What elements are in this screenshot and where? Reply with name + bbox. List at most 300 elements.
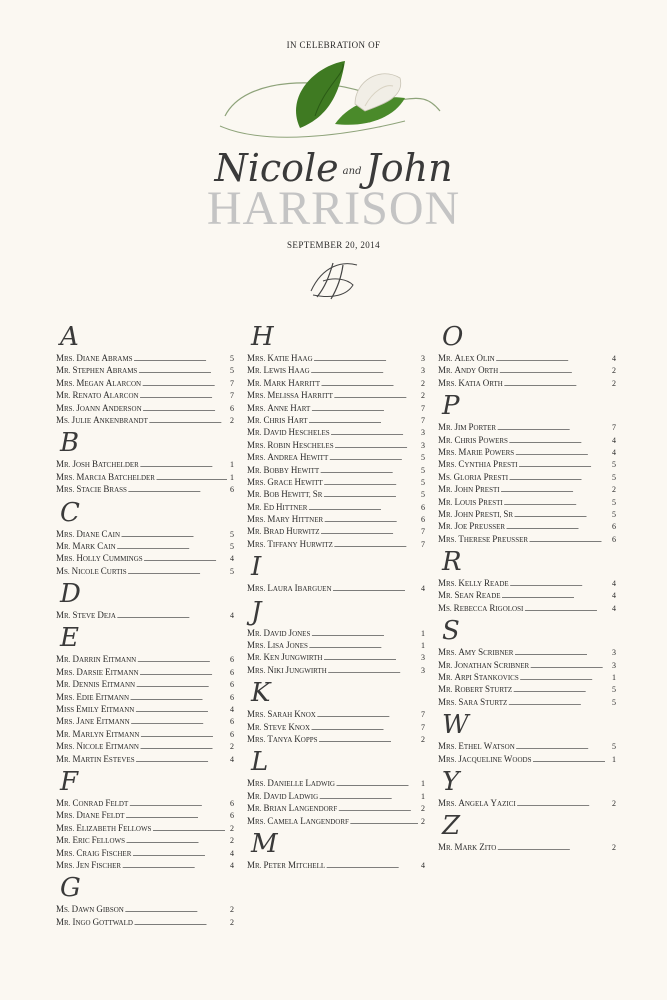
section-letter: S xyxy=(442,616,460,647)
letter-group xyxy=(247,322,425,550)
leader-dots xyxy=(509,472,609,484)
leader-dots xyxy=(132,848,227,860)
leader-dots xyxy=(143,403,227,415)
guest-name: MR. INGO GOTTWALD xyxy=(56,916,133,927)
table-number: 5 xyxy=(230,354,234,363)
guest-column-2 xyxy=(247,322,425,873)
guest-name: MRS. NICOLE EITMANN xyxy=(56,741,139,752)
guest-name: MR. JOE PREUSSER xyxy=(438,521,506,532)
leader-dots xyxy=(135,704,227,716)
guest-row xyxy=(247,402,425,414)
guest-row xyxy=(56,389,234,401)
leader-dots xyxy=(334,539,418,551)
table-number: 6 xyxy=(230,798,234,808)
guest-row xyxy=(56,834,234,846)
leader-dots xyxy=(152,823,227,835)
leader-dots xyxy=(504,497,609,509)
guest-name: MRS. HOLLY CUMMINGS xyxy=(56,553,143,564)
guest-column-1 xyxy=(56,322,234,930)
leader-dots xyxy=(524,603,609,615)
guest-column-3 xyxy=(438,322,616,856)
letter-group xyxy=(438,547,616,614)
table-number: 2 xyxy=(612,378,616,388)
table-number: 5 xyxy=(612,742,616,752)
leader-dots xyxy=(136,679,227,691)
leader-dots xyxy=(140,390,227,402)
letter-group xyxy=(247,552,425,594)
leader-dots xyxy=(311,722,418,734)
leader-dots xyxy=(517,798,609,810)
table-number: 5 xyxy=(230,366,234,376)
guest-row xyxy=(438,841,616,853)
table-number: 2 xyxy=(230,917,234,927)
guest-name: MRS. ELIZABETH FELLOWS xyxy=(56,822,152,833)
guest-name: MR. JOHN PRESTI, SR xyxy=(438,508,514,519)
section-letter: P xyxy=(442,391,460,422)
guest-name: MR. MARTIN ESTEVES xyxy=(56,753,135,764)
calla-lily-illustration xyxy=(205,56,455,156)
guest-row xyxy=(247,651,425,663)
guest-name: MRS. CRAIG FISCHER xyxy=(56,847,132,858)
second-name: John xyxy=(365,146,453,190)
table-number: 5 xyxy=(612,685,616,695)
guest-row xyxy=(56,703,234,715)
guest-name: MRS. ANGELA YAZICI xyxy=(438,797,516,808)
leader-dots xyxy=(311,365,418,377)
guest-row xyxy=(56,364,234,376)
table-number: 2 xyxy=(421,734,425,744)
guest-row xyxy=(438,364,616,376)
guest-name: MRS. JEN FISCHER xyxy=(56,859,122,870)
letter-group xyxy=(438,616,616,708)
guest-name: MRS. DANIELLE LADWIG xyxy=(247,778,335,789)
table-number: 4 xyxy=(421,860,425,870)
letter-group xyxy=(56,579,234,621)
guest-name: MRS. MARCIA BATCHELDER xyxy=(56,471,155,482)
letter-group xyxy=(56,498,234,578)
guest-row xyxy=(438,352,616,364)
leader-dots xyxy=(134,353,227,365)
leader-dots xyxy=(311,628,418,640)
leader-dots xyxy=(329,452,418,464)
guest-row xyxy=(247,476,425,488)
table-number: 3 xyxy=(612,660,616,670)
leader-dots xyxy=(513,684,609,696)
table-number: 5 xyxy=(612,472,616,482)
guest-name: MRS. KATIE HAAG xyxy=(247,353,313,363)
guest-name: MRS. ANNE HART xyxy=(247,402,311,413)
leader-dots xyxy=(121,529,227,541)
table-number: 6 xyxy=(612,522,616,532)
letter-group xyxy=(247,747,425,827)
guest-name: MRS. LISA JONES xyxy=(247,640,308,651)
table-number: 2 xyxy=(421,816,425,826)
monogram-icon xyxy=(303,255,365,303)
leader-dots xyxy=(321,526,418,538)
guest-name: MR. CONRAD FELDT xyxy=(56,797,129,808)
guest-row xyxy=(247,513,425,525)
table-number: 6 xyxy=(612,534,616,544)
guest-row xyxy=(247,802,425,814)
guest-row xyxy=(247,708,425,720)
guest-name: MR. ARPI STANKOVICS xyxy=(438,672,519,683)
leader-dots xyxy=(530,660,609,672)
leader-dots xyxy=(350,816,418,828)
leader-dots xyxy=(128,484,227,496)
leader-dots xyxy=(149,415,227,427)
section-letter: I xyxy=(251,552,262,583)
guest-row xyxy=(438,471,616,483)
letter-group xyxy=(56,767,234,871)
leader-dots xyxy=(131,716,227,728)
guest-name: MISS EMILY EITMANN xyxy=(56,704,135,715)
guest-row xyxy=(438,421,616,433)
table-number: 5 xyxy=(612,497,616,507)
letter-group xyxy=(56,322,234,426)
table-number: 7 xyxy=(421,539,425,549)
leader-dots xyxy=(138,365,227,377)
table-number: 5 xyxy=(421,465,425,475)
wedding-date: SEPTEMBER 20, 2014 xyxy=(287,240,380,250)
leader-dots xyxy=(504,378,609,390)
section-letter: K xyxy=(251,678,271,709)
table-number: 6 xyxy=(230,811,234,821)
guest-row xyxy=(247,525,425,537)
leader-dots xyxy=(134,917,227,929)
table-number: 2 xyxy=(612,843,616,853)
table-number: 2 xyxy=(612,798,616,808)
guest-name: MR. JOSH BATCHELDER xyxy=(56,459,139,470)
table-number: 6 xyxy=(230,680,234,690)
table-number: 1 xyxy=(421,641,425,651)
leader-dots xyxy=(317,709,418,721)
guest-row xyxy=(438,797,616,809)
table-number: 3 xyxy=(421,366,425,376)
guest-row xyxy=(247,464,425,476)
letter-group xyxy=(247,597,425,677)
guest-row xyxy=(56,565,234,577)
table-number: 2 xyxy=(421,391,425,401)
guest-row xyxy=(247,815,425,827)
guest-row xyxy=(56,903,234,915)
leader-dots xyxy=(140,729,227,741)
guest-row xyxy=(56,809,234,821)
table-number: 2 xyxy=(421,804,425,814)
guest-name: MR. BRAD HURWITZ xyxy=(247,526,320,537)
table-number: 6 xyxy=(230,667,234,677)
guest-row xyxy=(56,528,234,540)
guest-row xyxy=(438,696,616,708)
table-number: 4 xyxy=(612,435,616,445)
table-number: 4 xyxy=(230,754,234,764)
guest-row xyxy=(56,859,234,871)
guest-row xyxy=(247,639,425,651)
leader-dots xyxy=(323,489,418,501)
guest-row xyxy=(247,414,425,426)
guest-row xyxy=(56,352,234,364)
guest-row xyxy=(247,859,425,871)
guest-name: MRS. LAURA IBARGUEN xyxy=(247,583,332,594)
leader-dots xyxy=(497,842,609,854)
leader-dots xyxy=(117,610,227,622)
section-letter: C xyxy=(60,497,80,528)
guest-row xyxy=(56,540,234,552)
guest-row xyxy=(247,538,425,550)
guest-name: MR. LEWIS HAAG xyxy=(247,365,310,376)
guest-row xyxy=(247,664,425,676)
table-number: 7 xyxy=(230,378,234,388)
guest-row xyxy=(438,377,616,389)
guest-row xyxy=(56,653,234,665)
guest-name: MRS. TANYA KOPPS xyxy=(247,733,318,744)
guest-name: MRS. DARSIE EITMANN xyxy=(56,666,139,677)
guest-name: MR. SEAN READE xyxy=(438,590,501,601)
table-number: 7 xyxy=(421,710,425,720)
leader-dots xyxy=(529,534,609,546)
guest-row xyxy=(56,740,234,752)
guest-row xyxy=(56,691,234,703)
guest-name: MRS. MARY HITTNER xyxy=(247,514,324,525)
table-number: 5 xyxy=(230,541,234,551)
table-number: 4 xyxy=(230,611,234,621)
guest-row xyxy=(438,446,616,458)
guest-name: MR. BRIAN LANGENDORF xyxy=(247,803,338,814)
section-letter: E xyxy=(60,623,79,654)
first-name: Nicole xyxy=(214,146,339,190)
table-number: 6 xyxy=(421,502,425,512)
table-number: 6 xyxy=(230,729,234,739)
guest-name: MRS. KATIA ORTH xyxy=(438,377,503,388)
couple-surname: HARRISON xyxy=(206,182,461,235)
letter-group xyxy=(438,767,616,809)
leader-dots xyxy=(520,672,609,684)
guest-name: MRS. SARAH KNOX xyxy=(247,709,316,720)
guest-name: MRS. MELISSA HARRITT xyxy=(247,390,333,401)
guest-row xyxy=(438,533,616,545)
table-number: 1 xyxy=(421,779,425,789)
guest-name: MRS. CAMELA LANGENDORF xyxy=(247,815,349,826)
leader-dots xyxy=(338,803,418,815)
table-number: 3 xyxy=(421,653,425,663)
guest-row xyxy=(247,790,425,802)
guest-row xyxy=(438,577,616,589)
leader-dots xyxy=(514,509,609,521)
leader-dots xyxy=(508,697,609,709)
guest-name: MR. MARK HARRITT xyxy=(247,377,321,388)
leader-dots xyxy=(335,440,418,452)
section-letter: J xyxy=(251,596,262,627)
leader-dots xyxy=(509,435,609,447)
guest-name: MR. STEVE DEJA xyxy=(56,610,116,621)
letter-group xyxy=(56,428,234,495)
table-number: 2 xyxy=(230,905,234,915)
table-number: 2 xyxy=(230,415,234,425)
letter-group xyxy=(438,322,616,389)
guest-row xyxy=(438,496,616,508)
letter-group xyxy=(247,678,425,745)
guest-row xyxy=(438,458,616,470)
leader-dots xyxy=(496,353,609,365)
leader-dots xyxy=(499,365,609,377)
leader-dots xyxy=(311,403,418,415)
guest-row xyxy=(438,483,616,495)
guest-name: MR. PETER MITCHELL xyxy=(247,859,326,870)
leader-dots xyxy=(140,667,227,679)
guest-name: MR. ALEX OLIN xyxy=(438,353,495,363)
guest-row xyxy=(438,683,616,695)
table-number: 2 xyxy=(230,823,234,833)
table-number: 2 xyxy=(612,366,616,376)
guest-name: MRS. CYNTHIA PRESTI xyxy=(438,459,518,470)
letter-group xyxy=(56,873,234,928)
leader-dots xyxy=(320,465,418,477)
guest-row xyxy=(56,916,234,928)
table-number: 1 xyxy=(612,754,616,764)
guest-name: MR. CHRIS POWERS xyxy=(438,434,508,445)
guest-name: MRS. ROBIN HESCHELES xyxy=(247,439,334,450)
guest-row xyxy=(56,471,234,483)
guest-name: MR. ANDY ORTH xyxy=(438,365,499,376)
guest-row xyxy=(247,777,425,789)
table-number: 4 xyxy=(612,603,616,613)
table-number: 7 xyxy=(421,722,425,732)
guest-name: MRS. DIANE ABRAMS xyxy=(56,353,133,363)
leader-dots xyxy=(331,427,418,439)
guest-row xyxy=(247,389,425,401)
table-number: 6 xyxy=(230,717,234,727)
leader-dots xyxy=(324,514,418,526)
guest-row xyxy=(438,602,616,614)
table-number: 5 xyxy=(421,490,425,500)
guest-row xyxy=(56,666,234,678)
table-number: 3 xyxy=(421,665,425,675)
guest-name: MRS. ETHEL WATSON xyxy=(438,741,515,752)
guest-name: MRS. JOANN ANDERSON xyxy=(56,402,142,413)
table-number: 4 xyxy=(612,447,616,457)
guest-name: MR. BOB HEWITT, SR xyxy=(247,489,323,500)
table-number: 5 xyxy=(230,529,234,539)
guest-name: MR. STEVE KNOX xyxy=(247,721,311,732)
guest-row xyxy=(247,488,425,500)
guest-row xyxy=(56,458,234,470)
table-number: 3 xyxy=(612,648,616,658)
letter-group xyxy=(438,710,616,765)
guest-name: MR. ED HITTNER xyxy=(247,501,308,512)
table-number: 3 xyxy=(421,354,425,363)
guest-name: MR. MARK CAIN xyxy=(56,540,116,551)
section-letter: G xyxy=(60,873,81,904)
section-letter: Y xyxy=(442,766,460,797)
section-letter: M xyxy=(251,828,278,859)
table-number: 5 xyxy=(612,697,616,707)
celebration-heading: IN CELEBRATION OF xyxy=(286,40,381,50)
guest-name: MRS. MARIE POWERS xyxy=(438,446,515,457)
guest-name: MR. STEPHEN ABRAMS xyxy=(56,365,138,376)
guest-name: MR. DARRIN EITMANN xyxy=(56,654,137,665)
table-number: 1 xyxy=(421,791,425,801)
section-letter: Z xyxy=(442,811,461,842)
guest-name: MR. JOHN PRESTI xyxy=(438,484,500,495)
table-number: 4 xyxy=(230,848,234,858)
guest-row xyxy=(247,733,425,745)
section-letter: L xyxy=(251,747,269,778)
leader-dots xyxy=(308,502,418,514)
letter-group xyxy=(247,829,425,871)
guest-row xyxy=(56,847,234,859)
guest-row xyxy=(438,646,616,658)
table-number: 5 xyxy=(612,460,616,470)
section-letter: H xyxy=(251,322,274,352)
leader-dots xyxy=(336,778,418,790)
table-number: 1 xyxy=(612,673,616,683)
leader-dots xyxy=(326,860,418,872)
guest-name: MRS. DIANE CAIN xyxy=(56,528,121,539)
guest-row xyxy=(438,434,616,446)
table-number: 1 xyxy=(421,628,425,638)
guest-name: MR. LOUIS PRESTI xyxy=(438,496,503,507)
guest-name: MRS. TIFFANY HURWITZ xyxy=(247,538,333,549)
guest-row xyxy=(56,377,234,389)
guest-name: MS. JULIE ANKENBRANDT xyxy=(56,414,148,425)
letter-group xyxy=(438,391,616,545)
leader-dots xyxy=(319,734,418,746)
guest-row xyxy=(438,671,616,683)
leader-dots xyxy=(140,741,227,753)
table-number: 4 xyxy=(230,705,234,715)
guest-row xyxy=(56,715,234,727)
guest-row xyxy=(56,678,234,690)
guest-row xyxy=(247,439,425,451)
leader-dots xyxy=(136,754,227,766)
guest-row xyxy=(438,753,616,765)
leader-dots xyxy=(144,553,227,565)
table-number: 4 xyxy=(230,554,234,564)
guest-name: MRS. EDIE EITMANN xyxy=(56,691,129,702)
guest-name: MR. MARLYN EITMANN xyxy=(56,728,140,739)
table-number: 6 xyxy=(421,515,425,525)
table-number: 3 xyxy=(421,428,425,438)
guest-name: MRS. GRACE HEWITT xyxy=(247,476,323,487)
leader-dots xyxy=(122,860,227,872)
table-number: 4 xyxy=(612,591,616,601)
section-letter: W xyxy=(442,710,469,741)
guest-name: MR. DENNIS EITMANN xyxy=(56,679,136,690)
letter-group xyxy=(56,623,234,765)
guest-name: MR. CHRIS HART xyxy=(247,414,308,425)
leader-dots xyxy=(309,640,418,652)
guest-row xyxy=(438,520,616,532)
guest-name: MR. DAVID HESCHELES xyxy=(247,427,330,438)
section-letter: O xyxy=(442,322,464,352)
leader-dots xyxy=(510,578,609,590)
guest-row xyxy=(56,414,234,426)
table-number: 4 xyxy=(612,354,616,363)
guest-row xyxy=(247,721,425,733)
leader-dots xyxy=(321,378,418,390)
guest-name: MRS. AMY SCRIBNER xyxy=(438,647,514,658)
table-number: 1 xyxy=(230,460,234,470)
guest-name: MR. JIM PORTER xyxy=(438,422,497,433)
guest-name: MRS. ANDREA HEWITT xyxy=(247,452,329,463)
table-number: 7 xyxy=(421,527,425,537)
and-word: and xyxy=(342,165,362,177)
leader-dots xyxy=(314,353,418,365)
guest-row xyxy=(438,589,616,601)
table-number: 4 xyxy=(612,579,616,589)
guest-row xyxy=(56,402,234,414)
leader-dots xyxy=(323,652,418,664)
guest-name: MRS. MEGAN ALARCON xyxy=(56,377,142,388)
